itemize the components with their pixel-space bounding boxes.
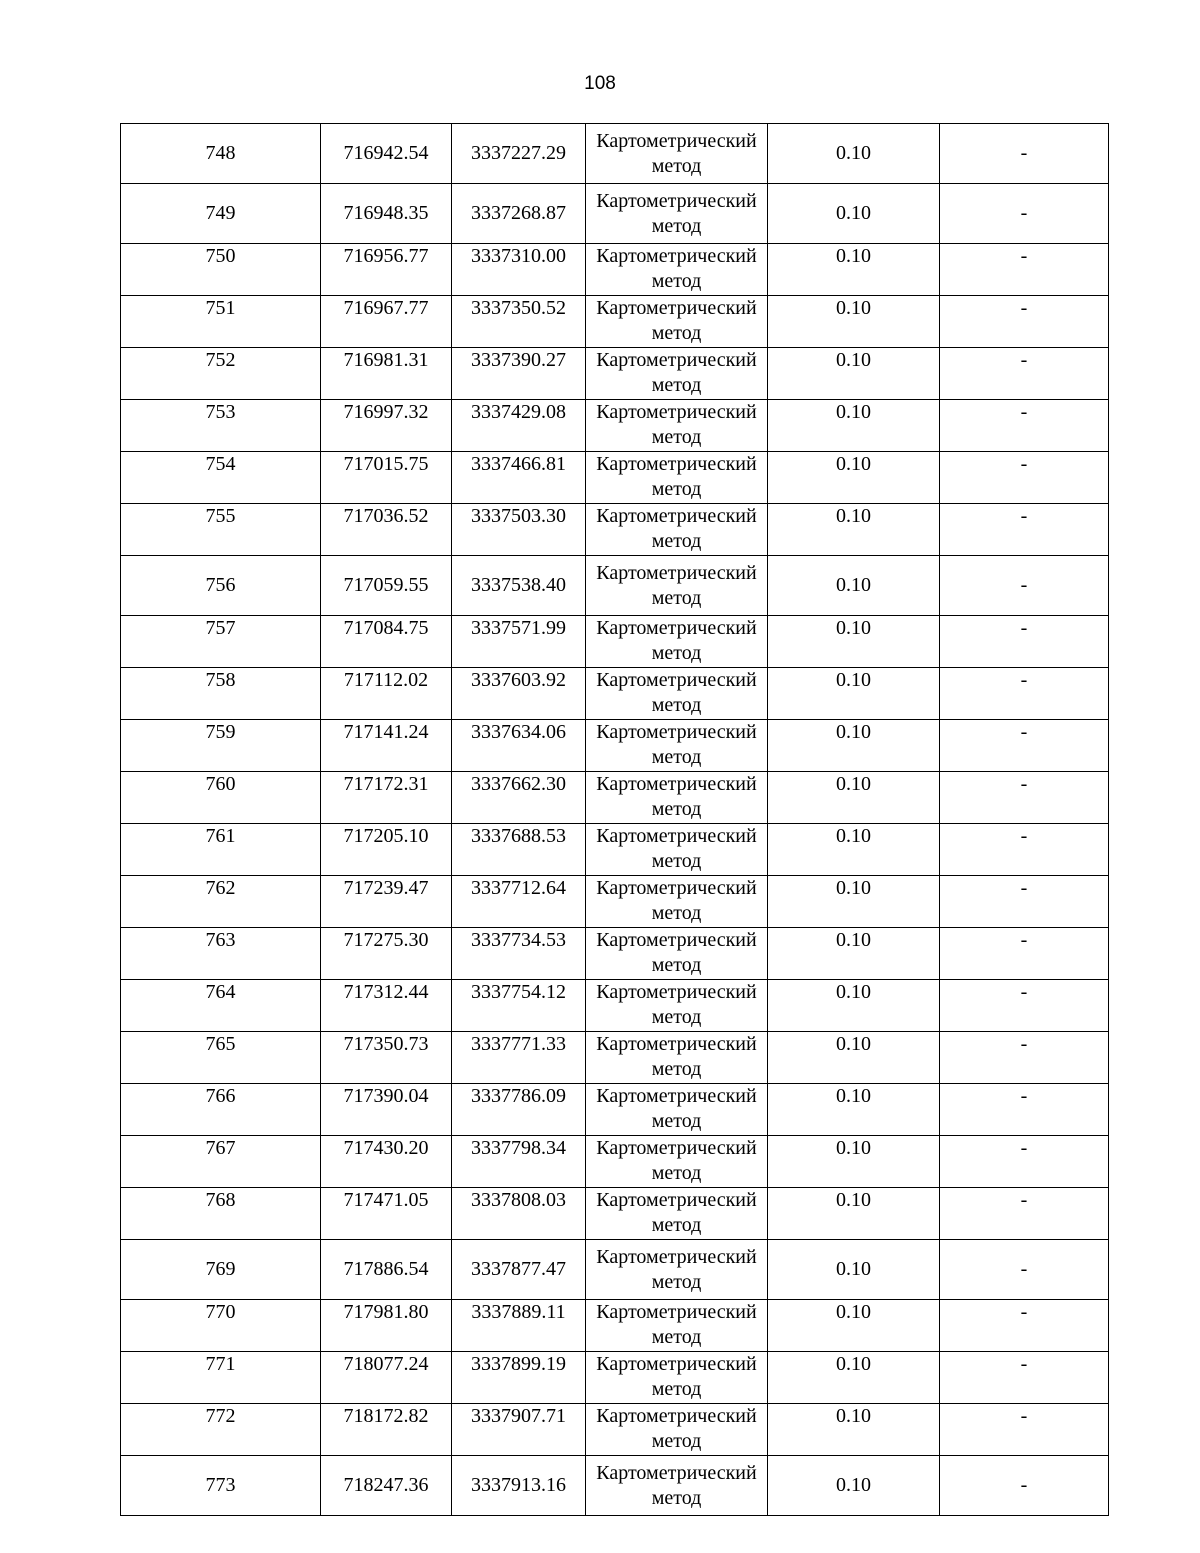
method-cell: Картометрический метод	[586, 928, 768, 980]
note-cell: -	[940, 296, 1109, 348]
point-number-cell: 767	[121, 1136, 321, 1188]
note-cell: -	[940, 184, 1109, 244]
accuracy-cell: 0.10	[768, 1352, 940, 1404]
accuracy-cell: 0.10	[768, 124, 940, 184]
method-cell: Картометрический метод	[586, 1240, 768, 1300]
point-number-cell: 760	[121, 772, 321, 824]
table-row	[121, 452, 1109, 504]
coordinate-x-cell: 717059.55	[321, 556, 452, 616]
coordinate-x-cell: 717112.02	[321, 668, 452, 720]
coordinate-y-cell: 3337538.40	[452, 556, 586, 616]
table-row	[121, 1084, 1109, 1136]
note-cell: -	[940, 1404, 1109, 1456]
method-cell: Картометрический метод	[586, 124, 768, 184]
table-row	[121, 668, 1109, 720]
method-cell: Картометрический метод	[586, 824, 768, 876]
method-cell: Картометрический метод	[586, 1300, 768, 1352]
coordinate-x-cell: 716997.32	[321, 400, 452, 452]
accuracy-cell: 0.10	[768, 1404, 940, 1456]
accuracy-cell: 0.10	[768, 1032, 940, 1084]
accuracy-cell: 0.10	[768, 616, 940, 668]
accuracy-cell: 0.10	[768, 980, 940, 1032]
note-cell: -	[940, 668, 1109, 720]
coordinate-y-cell: 3337786.09	[452, 1084, 586, 1136]
table-row	[121, 1188, 1109, 1240]
coordinate-x-cell: 717084.75	[321, 616, 452, 668]
method-cell: Картометрический метод	[586, 1188, 768, 1240]
note-cell: -	[940, 400, 1109, 452]
note-cell: -	[940, 876, 1109, 928]
method-cell: Картометрический метод	[586, 1456, 768, 1516]
table-row	[121, 184, 1109, 244]
point-number-cell: 753	[121, 400, 321, 452]
accuracy-cell: 0.10	[768, 668, 940, 720]
method-cell: Картометрический метод	[586, 184, 768, 244]
method-cell: Картометрический метод	[586, 244, 768, 296]
note-cell: -	[940, 504, 1109, 556]
coordinate-y-cell: 3337390.27	[452, 348, 586, 400]
coordinate-x-cell: 718077.24	[321, 1352, 452, 1404]
coordinate-x-cell: 717015.75	[321, 452, 452, 504]
coordinate-y-cell: 3337603.92	[452, 668, 586, 720]
table-row	[121, 1404, 1109, 1456]
accuracy-cell: 0.10	[768, 1084, 940, 1136]
accuracy-cell: 0.10	[768, 184, 940, 244]
coordinate-y-cell: 3337571.99	[452, 616, 586, 668]
accuracy-cell: 0.10	[768, 1188, 940, 1240]
accuracy-cell: 0.10	[768, 876, 940, 928]
table-row	[121, 556, 1109, 616]
note-cell: -	[940, 824, 1109, 876]
table-row	[121, 1032, 1109, 1084]
accuracy-cell: 0.10	[768, 348, 940, 400]
method-cell: Картометрический метод	[586, 772, 768, 824]
point-number-cell: 754	[121, 452, 321, 504]
coordinate-y-cell: 3337227.29	[452, 124, 586, 184]
note-cell: -	[940, 1084, 1109, 1136]
coordinate-x-cell: 716981.31	[321, 348, 452, 400]
note-cell: -	[940, 1240, 1109, 1300]
point-number-cell: 762	[121, 876, 321, 928]
note-cell: -	[940, 1352, 1109, 1404]
note-cell: -	[940, 720, 1109, 772]
point-number-cell: 773	[121, 1456, 321, 1516]
coordinate-x-cell: 717886.54	[321, 1240, 452, 1300]
point-number-cell: 768	[121, 1188, 321, 1240]
coordinate-x-cell: 717312.44	[321, 980, 452, 1032]
method-cell: Картометрический метод	[586, 296, 768, 348]
method-cell: Картометрический метод	[586, 1084, 768, 1136]
point-number-cell: 749	[121, 184, 321, 244]
coordinate-x-cell: 717141.24	[321, 720, 452, 772]
accuracy-cell: 0.10	[768, 296, 940, 348]
note-cell: -	[940, 1188, 1109, 1240]
note-cell: -	[940, 1032, 1109, 1084]
coordinate-y-cell: 3337429.08	[452, 400, 586, 452]
coordinate-x-cell: 717390.04	[321, 1084, 452, 1136]
coordinate-y-cell: 3337877.47	[452, 1240, 586, 1300]
point-number-cell: 759	[121, 720, 321, 772]
note-cell: -	[940, 244, 1109, 296]
note-cell: -	[940, 928, 1109, 980]
note-cell: -	[940, 772, 1109, 824]
coordinate-x-cell: 717430.20	[321, 1136, 452, 1188]
point-number-cell: 763	[121, 928, 321, 980]
note-cell: -	[940, 452, 1109, 504]
accuracy-cell: 0.10	[768, 1456, 940, 1516]
point-number-cell: 772	[121, 1404, 321, 1456]
coordinate-x-cell: 717275.30	[321, 928, 452, 980]
point-number-cell: 757	[121, 616, 321, 668]
coordinate-x-cell: 716948.35	[321, 184, 452, 244]
table-row	[121, 980, 1109, 1032]
point-number-cell: 750	[121, 244, 321, 296]
coordinate-x-cell: 718172.82	[321, 1404, 452, 1456]
point-number-cell: 766	[121, 1084, 321, 1136]
coordinates-table-body	[121, 124, 1109, 1516]
coordinate-x-cell: 717471.05	[321, 1188, 452, 1240]
accuracy-cell: 0.10	[768, 772, 940, 824]
coordinate-y-cell: 3337808.03	[452, 1188, 586, 1240]
method-cell: Картометрический метод	[586, 616, 768, 668]
method-cell: Картометрический метод	[586, 556, 768, 616]
table-row	[121, 1300, 1109, 1352]
method-cell: Картометрический метод	[586, 504, 768, 556]
table-row	[121, 348, 1109, 400]
coordinate-y-cell: 3337899.19	[452, 1352, 586, 1404]
method-cell: Картометрический метод	[586, 720, 768, 772]
note-cell: -	[940, 348, 1109, 400]
accuracy-cell: 0.10	[768, 824, 940, 876]
point-number-cell: 756	[121, 556, 321, 616]
note-cell: -	[940, 556, 1109, 616]
coordinate-y-cell: 3337798.34	[452, 1136, 586, 1188]
point-number-cell: 751	[121, 296, 321, 348]
note-cell: -	[940, 1136, 1109, 1188]
coordinate-y-cell: 3337310.00	[452, 244, 586, 296]
coordinates-table	[120, 123, 1109, 1516]
accuracy-cell: 0.10	[768, 720, 940, 772]
coordinate-y-cell: 3337754.12	[452, 980, 586, 1032]
coordinate-y-cell: 3337771.33	[452, 1032, 586, 1084]
point-number-cell: 755	[121, 504, 321, 556]
method-cell: Картометрический метод	[586, 876, 768, 928]
accuracy-cell: 0.10	[768, 1240, 940, 1300]
coordinate-x-cell: 716942.54	[321, 124, 452, 184]
coordinate-y-cell: 3337712.64	[452, 876, 586, 928]
coordinate-x-cell: 717239.47	[321, 876, 452, 928]
note-cell: -	[940, 1456, 1109, 1516]
coordinate-y-cell: 3337268.87	[452, 184, 586, 244]
coordinate-x-cell: 718247.36	[321, 1456, 452, 1516]
accuracy-cell: 0.10	[768, 452, 940, 504]
table-row	[121, 824, 1109, 876]
point-number-cell: 748	[121, 124, 321, 184]
coordinate-y-cell: 3337889.11	[452, 1300, 586, 1352]
coordinate-y-cell: 3337734.53	[452, 928, 586, 980]
point-number-cell: 761	[121, 824, 321, 876]
table-row	[121, 928, 1109, 980]
point-number-cell: 752	[121, 348, 321, 400]
method-cell: Картометрический метод	[586, 1404, 768, 1456]
coordinate-x-cell: 717205.10	[321, 824, 452, 876]
table-row	[121, 400, 1109, 452]
coordinate-y-cell: 3337634.06	[452, 720, 586, 772]
table-row	[121, 616, 1109, 668]
coordinate-y-cell: 3337466.81	[452, 452, 586, 504]
point-number-cell: 758	[121, 668, 321, 720]
table-row	[121, 876, 1109, 928]
coordinate-x-cell: 717172.31	[321, 772, 452, 824]
coordinate-y-cell: 3337907.71	[452, 1404, 586, 1456]
table-row	[121, 1136, 1109, 1188]
accuracy-cell: 0.10	[768, 504, 940, 556]
coordinate-y-cell: 3337350.52	[452, 296, 586, 348]
page-number: 108	[584, 73, 616, 94]
table-row	[121, 1240, 1109, 1300]
method-cell: Картометрический метод	[586, 348, 768, 400]
method-cell: Картометрический метод	[586, 400, 768, 452]
point-number-cell: 765	[121, 1032, 321, 1084]
coordinate-y-cell: 3337503.30	[452, 504, 586, 556]
table-row	[121, 124, 1109, 184]
point-number-cell: 771	[121, 1352, 321, 1404]
accuracy-cell: 0.10	[768, 928, 940, 980]
coordinate-y-cell: 3337913.16	[452, 1456, 586, 1516]
note-cell: -	[940, 980, 1109, 1032]
note-cell: -	[940, 616, 1109, 668]
table-row	[121, 504, 1109, 556]
table-row	[121, 772, 1109, 824]
accuracy-cell: 0.10	[768, 244, 940, 296]
point-number-cell: 764	[121, 980, 321, 1032]
note-cell: -	[940, 124, 1109, 184]
accuracy-cell: 0.10	[768, 1300, 940, 1352]
coordinate-x-cell: 716967.77	[321, 296, 452, 348]
accuracy-cell: 0.10	[768, 400, 940, 452]
method-cell: Картометрический метод	[586, 980, 768, 1032]
method-cell: Картометрический метод	[586, 1032, 768, 1084]
accuracy-cell: 0.10	[768, 1136, 940, 1188]
coordinate-x-cell: 717981.80	[321, 1300, 452, 1352]
table-row	[121, 1352, 1109, 1404]
coordinate-x-cell: 717036.52	[321, 504, 452, 556]
table-row	[121, 720, 1109, 772]
method-cell: Картометрический метод	[586, 1136, 768, 1188]
coordinate-x-cell: 717350.73	[321, 1032, 452, 1084]
coordinate-x-cell: 716956.77	[321, 244, 452, 296]
accuracy-cell: 0.10	[768, 556, 940, 616]
point-number-cell: 770	[121, 1300, 321, 1352]
method-cell: Картометрический метод	[586, 1352, 768, 1404]
point-number-cell: 769	[121, 1240, 321, 1300]
note-cell: -	[940, 1300, 1109, 1352]
method-cell: Картометрический метод	[586, 452, 768, 504]
coordinate-y-cell: 3337662.30	[452, 772, 586, 824]
table-row	[121, 244, 1109, 296]
method-cell: Картометрический метод	[586, 668, 768, 720]
table-row	[121, 1456, 1109, 1516]
coordinate-y-cell: 3337688.53	[452, 824, 586, 876]
table-row	[121, 296, 1109, 348]
